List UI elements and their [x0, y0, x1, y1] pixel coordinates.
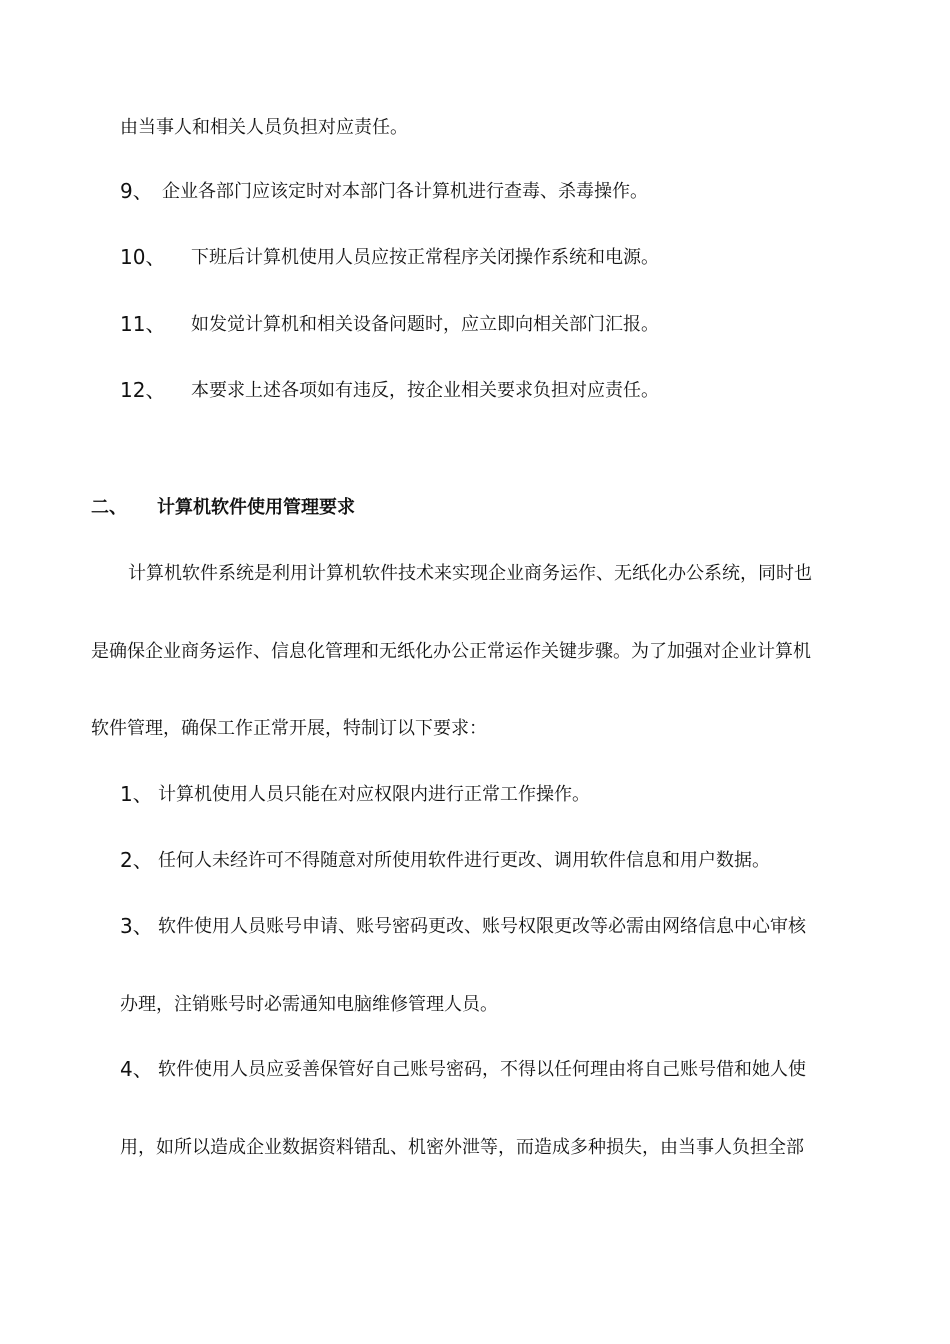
item-3-number: 3、: [120, 914, 153, 938]
item-2-number: 2、: [120, 848, 153, 872]
continuation-text: 由当事人和相关人员负担对应责任。: [120, 117, 408, 138]
item-4-text: 软件使用人员应妥善保管好自己账号密码，不得以任何理由将自己账号借和她人使: [158, 1059, 806, 1080]
item-2-text: 任何人未经许可不得随意对所使用软件进行更改、调用软件信息和用户数据。: [158, 850, 770, 871]
item-12-number: 12、: [120, 378, 166, 402]
intro-line-3: 软件管理，确保工作正常开展，特制订以下要求：: [91, 718, 487, 739]
item-11-number: 11、: [120, 312, 166, 336]
item-1-text: 计算机使用人员只能在对应权限内进行正常工作操作。: [158, 784, 590, 805]
item-4-continuation: 用，如所以造成企业数据资料错乱、机密外泄等，而造成多种损失，由当事人负担全部: [120, 1137, 804, 1158]
item-3-continuation: 办理，注销账号时必需通知电脑维修管理人员。: [120, 994, 498, 1015]
item-4-number: 4、: [120, 1057, 153, 1081]
section-number: 二、: [91, 497, 127, 518]
item-10-text: 下班后计算机使用人员应按正常程序关闭操作系统和电源。: [191, 247, 659, 268]
section-title: 计算机软件使用管理要求: [157, 497, 355, 518]
item-9-number: 9、: [120, 179, 153, 203]
item-3-text: 软件使用人员账号申请、账号密码更改、账号权限更改等必需由网络信息中心审核: [158, 916, 806, 937]
item-10-number: 10、: [120, 245, 166, 269]
item-11-text: 如发觉计算机和相关设备问题时，应立即向相关部门汇报。: [191, 314, 659, 335]
item-1-number: 1、: [120, 782, 153, 806]
item-9-text: 企业各部门应该定时对本部门各计算机进行查毒、杀毒操作。: [162, 181, 648, 202]
item-12-text: 本要求上述各项如有违反，按企业相关要求负担对应责任。: [191, 380, 659, 401]
intro-line-1: 计算机软件系统是利用计算机软件技术来实现企业商务运作、无纸化办公系统，同时也: [128, 563, 812, 584]
intro-line-2: 是确保企业商务运作、信息化管理和无纸化办公正常运作关键步骤。为了加强对企业计算机: [91, 641, 811, 662]
